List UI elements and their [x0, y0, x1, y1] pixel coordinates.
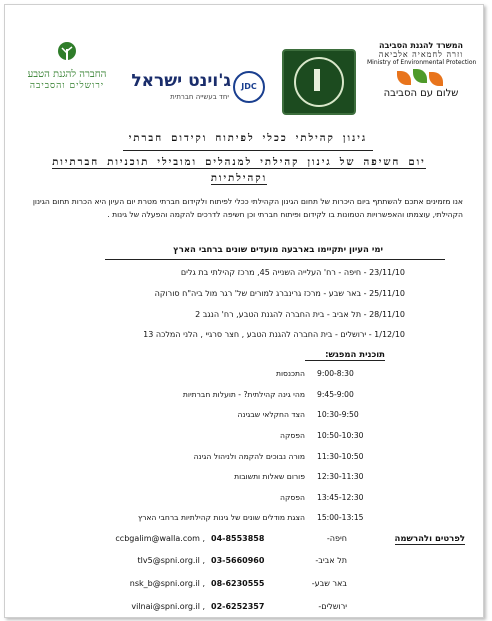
contact-row: [5, 534, 483, 548]
schedule-row: [5, 390, 483, 404]
menorah-seal-icon: [294, 57, 344, 107]
schedule-row: [5, 513, 483, 527]
schedule-time: 10:50-10:30: [317, 431, 364, 440]
schedule-time: 15:00-13:15: [317, 513, 364, 522]
schedule-row: [5, 452, 483, 466]
schedule-activity: מהי גינה קהילתית? - תועלות חברתיות: [182, 390, 305, 399]
day-item: 28/11/10 - תל אביב - בית החברה להגנת הטבע, רח' הנגב 2: [195, 310, 405, 319]
day-item: 23/11/10 - חיפה - רח' העלייה השנייה 45, מרכז קהילתי בת גלים: [180, 268, 405, 277]
schedule-row: [5, 369, 483, 383]
contact-email[interactable]: tlv5@spni.org.il ,: [137, 556, 205, 565]
schedule-activity: פורום שאלות ותשובות: [234, 472, 305, 481]
contact-email[interactable]: vilnai@spni.org.il ,: [131, 602, 205, 611]
schedule-row: [5, 493, 483, 507]
schedule-row: [5, 431, 483, 445]
ministry-logo: [367, 41, 475, 113]
contact-city: ירושלים-: [318, 602, 347, 611]
contact-city: תל אביב-: [315, 556, 347, 565]
leaves-icon: [391, 69, 451, 87]
schedule-time: 10:30-9:50: [317, 410, 359, 419]
contact-phone: 03-5660960: [211, 556, 265, 565]
schedule-time: 13:45-12:30: [317, 493, 364, 502]
subtitle-text: יום חשיפה של גינון קהילתי למנהלים ומובילי תוכניות חברתיות וקהילתיות: [52, 157, 426, 184]
schedule-time: 12:30-11:30: [317, 472, 364, 481]
schedule-row: [5, 410, 483, 424]
day-item: 1/12/10 - ירושלים - בית החברה להגנת הטבע , חצר סרגיי , הלני המלכה 13: [143, 330, 405, 339]
contact-phone: 04-8553858: [211, 534, 265, 543]
contact-row: [5, 556, 483, 570]
flyer-page: [4, 4, 484, 618]
ministry-name-arabic: וזרה לחמאיה אלביאה: [378, 50, 464, 59]
contact-email[interactable]: nsk_b@spni.org.il ,: [129, 579, 205, 588]
schedule-activity: מורה נבוכים להקמה ולניהול הגינה: [193, 452, 305, 461]
schedule-activity: הצגת מודלים שונים של גינות קהילתיות ברחבי הארץ: [137, 513, 305, 522]
contact-phone: 08-6230555: [211, 579, 265, 588]
schedule-activity: הפסקה: [280, 493, 305, 502]
joint-name: ג'וינט ישראל: [131, 71, 231, 91]
schedule-time: 9:00-8:30: [317, 369, 354, 378]
ministry-slogan: שלום עם הסביבה: [383, 88, 459, 99]
ministry-name-english: Ministry of Environmental Protection: [367, 59, 477, 66]
day-item: 25/11/10 - באר שבע - מרכז גרינברג למורים של' רגר מול ביה"ח סורוקה: [154, 289, 405, 298]
contact-row: [5, 579, 483, 593]
spni-logo: [19, 41, 115, 107]
page-title: גינון קהילתי ככלי לפיתוח וקידום חברתי: [123, 133, 373, 151]
joint-tagline: יחד בעשייה חברתית: [170, 93, 229, 101]
contact-row: [5, 602, 483, 616]
days-divider: [105, 259, 445, 260]
contact-city: באר שבע-: [311, 579, 347, 588]
schedule-row: [5, 472, 483, 486]
schedule-activity: הצד החקלאי שבגינה: [237, 410, 305, 419]
tree-icon: [55, 41, 79, 63]
jdc-badge: JDC: [233, 71, 265, 103]
contact-city: חיפה-: [326, 534, 347, 543]
government-emblem: [282, 49, 356, 115]
joint-logo: [125, 71, 265, 107]
logo-row: [13, 41, 475, 119]
intro-paragraph: אנו מזמינים אתכם להשתתף ביום היכרות של תחום הגינון הקהילתי ככלי לפיתוח ולקידום חברתי מטרת יום העיון היא הכרות תחום הגינון הקהילתי, עוצמתו והאפשרויות הטמונות בו לקידום ופיתוח חברתי וכן חשיפה לדרכים להקמה והפעלה של גינות .: [32, 197, 463, 219]
schedule-activity: התכנסות: [276, 369, 305, 378]
schedule-heading: תוכנית המפגש:: [305, 350, 385, 361]
ministry-name-hebrew: המשרד להגנת הסביבה: [379, 41, 463, 50]
schedule-time: 9:45-9:00: [317, 390, 354, 399]
spni-region: ירושלים והסביבה: [29, 81, 105, 91]
schedule-time: 11:30-10:50: [317, 452, 364, 461]
spni-name: החברה להגנת הטבע: [27, 69, 107, 80]
schedule-activity: הפסקה: [280, 431, 305, 440]
contact-heading: לפרטים ולהרשמה: [394, 534, 465, 544]
page-subtitle: [39, 155, 439, 187]
contact-email[interactable]: ccbgalim@walla.com ,: [115, 534, 205, 543]
contact-phone: 02-6252357: [211, 602, 265, 611]
days-heading: ימי העיון יתקיימו בארבעה מועדים שונים ברחבי הארץ: [173, 245, 383, 255]
